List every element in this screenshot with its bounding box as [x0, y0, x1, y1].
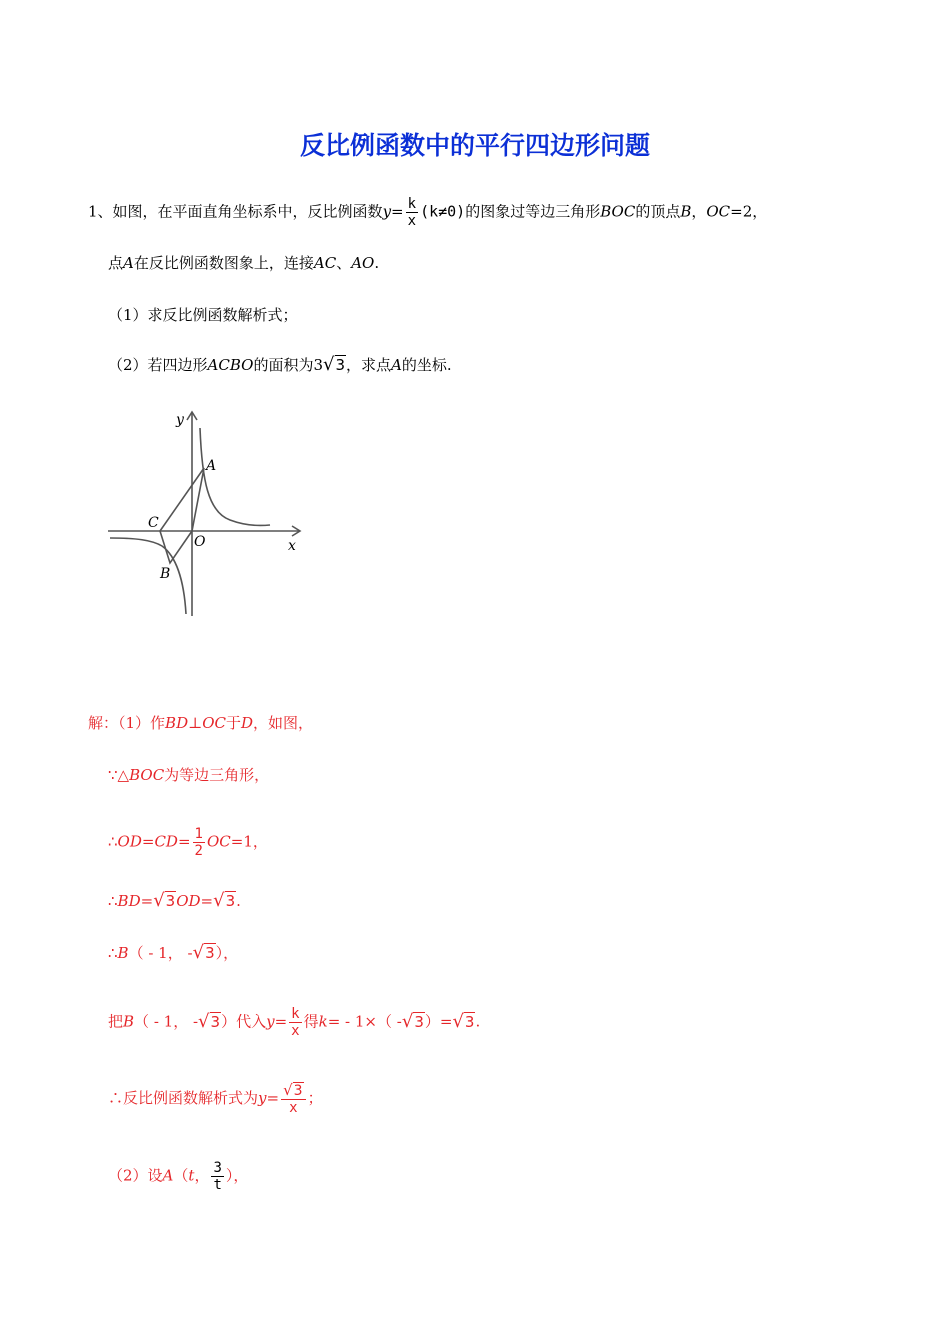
solution-line-8: （2）设A（t， $\frac{3}{t}$ ）， [108, 1160, 249, 1193]
question-2: （2）若四边形ACBO的面积为3√3，求点A的坐标. [108, 354, 452, 375]
question-1: （1）求反比例函数解析式； [108, 306, 298, 324]
sqrt-3: √3 [323, 354, 346, 375]
solution-line-3: ∴OD=CD= $\frac{1}{2}$ OC=1， [108, 826, 268, 859]
label-a: A [206, 458, 217, 474]
fraction-sqrt3-over-x: $\frac{√3}{x}$ [281, 1082, 305, 1116]
fraction-one-half: $\frac{1}{2}$ [194, 826, 203, 859]
solution-line-7: ∴反比例函数解析式为y= $\frac{√3}{x}$ ； [108, 1081, 323, 1116]
solution-line-5: ∴B（ - 1， -√3）， [108, 942, 239, 963]
label-o: O [194, 534, 206, 550]
label-b: B [160, 566, 171, 582]
fraction-3-over-t: $\frac{3}{t}$ [213, 1160, 222, 1193]
hyperbola-branch-left [110, 538, 186, 614]
coordinate-figure [100, 400, 315, 625]
problem-line-2: 点A在反比例函数图象上，连接AC、AO. [108, 254, 380, 272]
solution-line-1: 解：（1）作BD⊥OC于D，如图， [88, 714, 314, 732]
page-title: 反比例函数中的平行四边形问题 [299, 131, 650, 160]
label-c: C [148, 515, 159, 531]
hyperbola-branch-right [200, 428, 270, 525]
label-x: x [288, 538, 296, 554]
problem-line-1: 1、如图，在平面直角坐标系中，反比例函数y= $\frac{k}{x}$ (k≠0)的图象过等边三角形BOC的顶点B，OC=2， [88, 196, 768, 229]
solution-line-4: ∴BD=√3OD=√3. [108, 890, 241, 911]
solution-line-6: 把B（ - 1， -√3）代入y= $\frac{k}{x}$ 得k= - 1×（ -√3）=√3. [108, 1006, 481, 1039]
label-y: y [176, 412, 184, 428]
solution-line-2: ∵△BOC为等边三角形， [108, 766, 270, 784]
problem-number: 1、 [88, 202, 113, 221]
fraction-k-over-x: $\frac{k}{x}$ [407, 196, 417, 229]
